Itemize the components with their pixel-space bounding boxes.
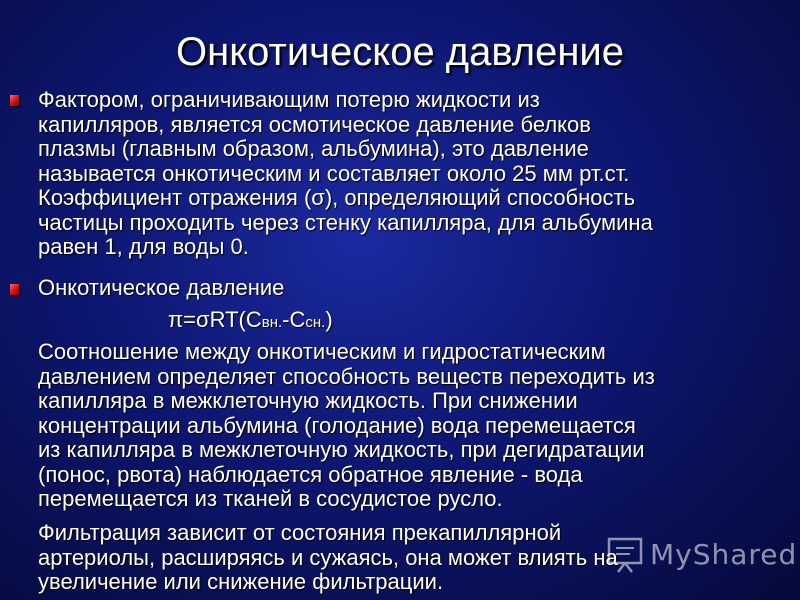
bullet-2-paragraph-2	[38, 521, 618, 595]
formula-tail: )	[325, 307, 333, 332]
bullet-1-line: Фактором, ограничивающим потерю жидкости из	[38, 87, 540, 112]
paragraph-1-line: Соотношение между онкотическим и гидростатическим	[38, 339, 606, 364]
paragraph-1-line: (понос, рвота) наблюдается обратное явление - вода	[38, 461, 583, 487]
bullet-1-line: называется онкотическим и составляет около 25 мм рт.ст.	[38, 160, 630, 186]
paragraph-2-line: артериолы, расширяясь и сужаясь, она может влиять на	[38, 544, 618, 570]
bullet-1-line: Коэффициент отражения (σ), определяющий способность	[38, 185, 636, 210]
bullet-1-line: равен 1, для воды 0.	[38, 234, 249, 259]
oncotic-pressure-formula	[168, 306, 333, 337]
formula-sub-external: сн.	[305, 314, 326, 331]
bullet-1-line: капилляров, является осмотическое давление белков	[38, 111, 591, 137]
paragraph-1-line: давлением определяет способность веществ переходить из	[38, 363, 655, 389]
bullet-2-paragraph-1	[38, 340, 655, 512]
formula-mid: -С	[282, 307, 306, 332]
paragraph-1-line: перемещается из тканей в сосудистое русло.	[38, 486, 503, 511]
formula-lead: π=σRT(С	[168, 307, 262, 332]
bullet-marker-icon	[10, 95, 19, 106]
paragraph-1-line: капилляра в межклеточную жидкость. При снижении	[38, 388, 578, 413]
watermark	[600, 532, 798, 582]
bullet-marker-icon	[10, 284, 19, 295]
paragraph-2-line: увеличение или снижение фильтрации.	[38, 569, 444, 594]
bullet-1-line: частицы проходить через стенку капилляра, для альбумина	[38, 209, 653, 235]
presentation-board-icon	[606, 536, 644, 574]
formula-sub-internal: вн.	[261, 314, 283, 331]
bullet-1-text	[38, 88, 653, 260]
bullet-1-line: плазмы (главным образом, альбумина), это давление	[38, 136, 589, 161]
slide-title: Онкотическое давление	[175, 30, 624, 74]
bullet-2-heading: Онкотическое давление	[38, 275, 285, 300]
paragraph-2-line: Фильтрация зависит от состояния прекапиллярной	[38, 520, 562, 545]
watermark-text: MyShared	[650, 538, 798, 571]
paragraph-1-line: из капилляра в межклеточную жидкость, при дегидратации	[38, 437, 645, 462]
paragraph-1-line: концентрации альбумина (голодание) вода перемещается	[38, 412, 636, 438]
